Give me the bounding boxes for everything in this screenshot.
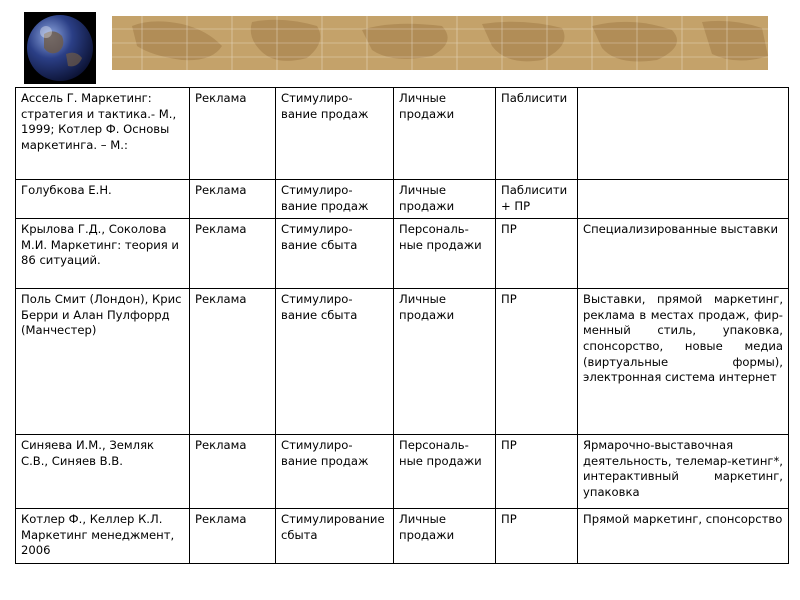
pr-cell: ПР <box>496 435 578 509</box>
author-cell: Ассель Г. Маркетинг: стратегия и тактика.- М., 1999; Котлер Ф. Основы маркетинга. – М.: <box>16 88 190 180</box>
header-banner <box>0 0 800 86</box>
pr-cell: ПР <box>496 219 578 289</box>
advertising-cell: Реклама <box>190 88 276 180</box>
table-row <box>16 509 789 564</box>
table-row <box>16 180 789 219</box>
sales-cell: Личные продажи <box>394 180 496 219</box>
sales-cell: Персональ-ные продажи <box>394 219 496 289</box>
world-map-strip <box>112 16 768 70</box>
pr-cell: Паблисити + ПР <box>496 180 578 219</box>
promotion-cell: Стимулиро-вание сбыта <box>276 219 394 289</box>
table-row <box>16 435 789 509</box>
sales-cell: Персональ-ные продажи <box>394 435 496 509</box>
other-tools-cell: Ярмарочно-выставочная деятельность, телемар-кетинг*, интерактивный маркетинг, упаковка <box>578 435 789 509</box>
author-cell: Поль Смит (Лондон), Крис Берри и Алан Пулфоррд (Манчестер) <box>16 289 190 435</box>
promotion-cell: Стимулиро-вание продаж <box>276 180 394 219</box>
other-tools-cell: Выставки, прямой маркетинг, реклама в местах продаж, фир-менный стиль, упаковка, спонсорство, новые медиа (виртуальные формы), электронная система интернет <box>578 289 789 435</box>
author-cell: Голубкова Е.Н. <box>16 180 190 219</box>
author-cell: Крылова Г.Д., Соколова М.И. Маркетинг: теория и 86 ситуаций. <box>16 219 190 289</box>
table-row <box>16 88 789 180</box>
table-row <box>16 219 789 289</box>
sales-cell: Личные продажи <box>394 509 496 564</box>
advertising-cell: Реклама <box>190 180 276 219</box>
advertising-cell: Реклама <box>190 289 276 435</box>
marketing-communications-table <box>15 87 789 564</box>
advertising-cell: Реклама <box>190 219 276 289</box>
other-tools-cell <box>578 88 789 180</box>
advertising-cell: Реклама <box>190 435 276 509</box>
promotion-cell: Стимулирование сбыта <box>276 509 394 564</box>
pr-cell: ПР <box>496 509 578 564</box>
pr-cell: ПР <box>496 289 578 435</box>
table-row <box>16 289 789 435</box>
pr-cell: Паблисити <box>496 88 578 180</box>
promotion-cell: Стимулиро-вание сбыта <box>276 289 394 435</box>
globe-icon <box>22 10 98 86</box>
sales-cell: Личные продажи <box>394 289 496 435</box>
other-tools-cell <box>578 180 789 219</box>
advertising-cell: Реклама <box>190 509 276 564</box>
other-tools-cell: Специализированные выставки <box>578 219 789 289</box>
author-cell: Синяева И.М., Земляк С.В., Синяев В.В. <box>16 435 190 509</box>
promotion-cell: Стимулиро-вание продаж <box>276 88 394 180</box>
author-cell: Котлер Ф., Келлер К.Л. Маркетинг менеджмент, 2006 <box>16 509 190 564</box>
other-tools-cell: Прямой маркетинг, спонсорство <box>578 509 789 564</box>
promotion-cell: Стимулиро-вание продаж <box>276 435 394 509</box>
sales-cell: Личные продажи <box>394 88 496 180</box>
